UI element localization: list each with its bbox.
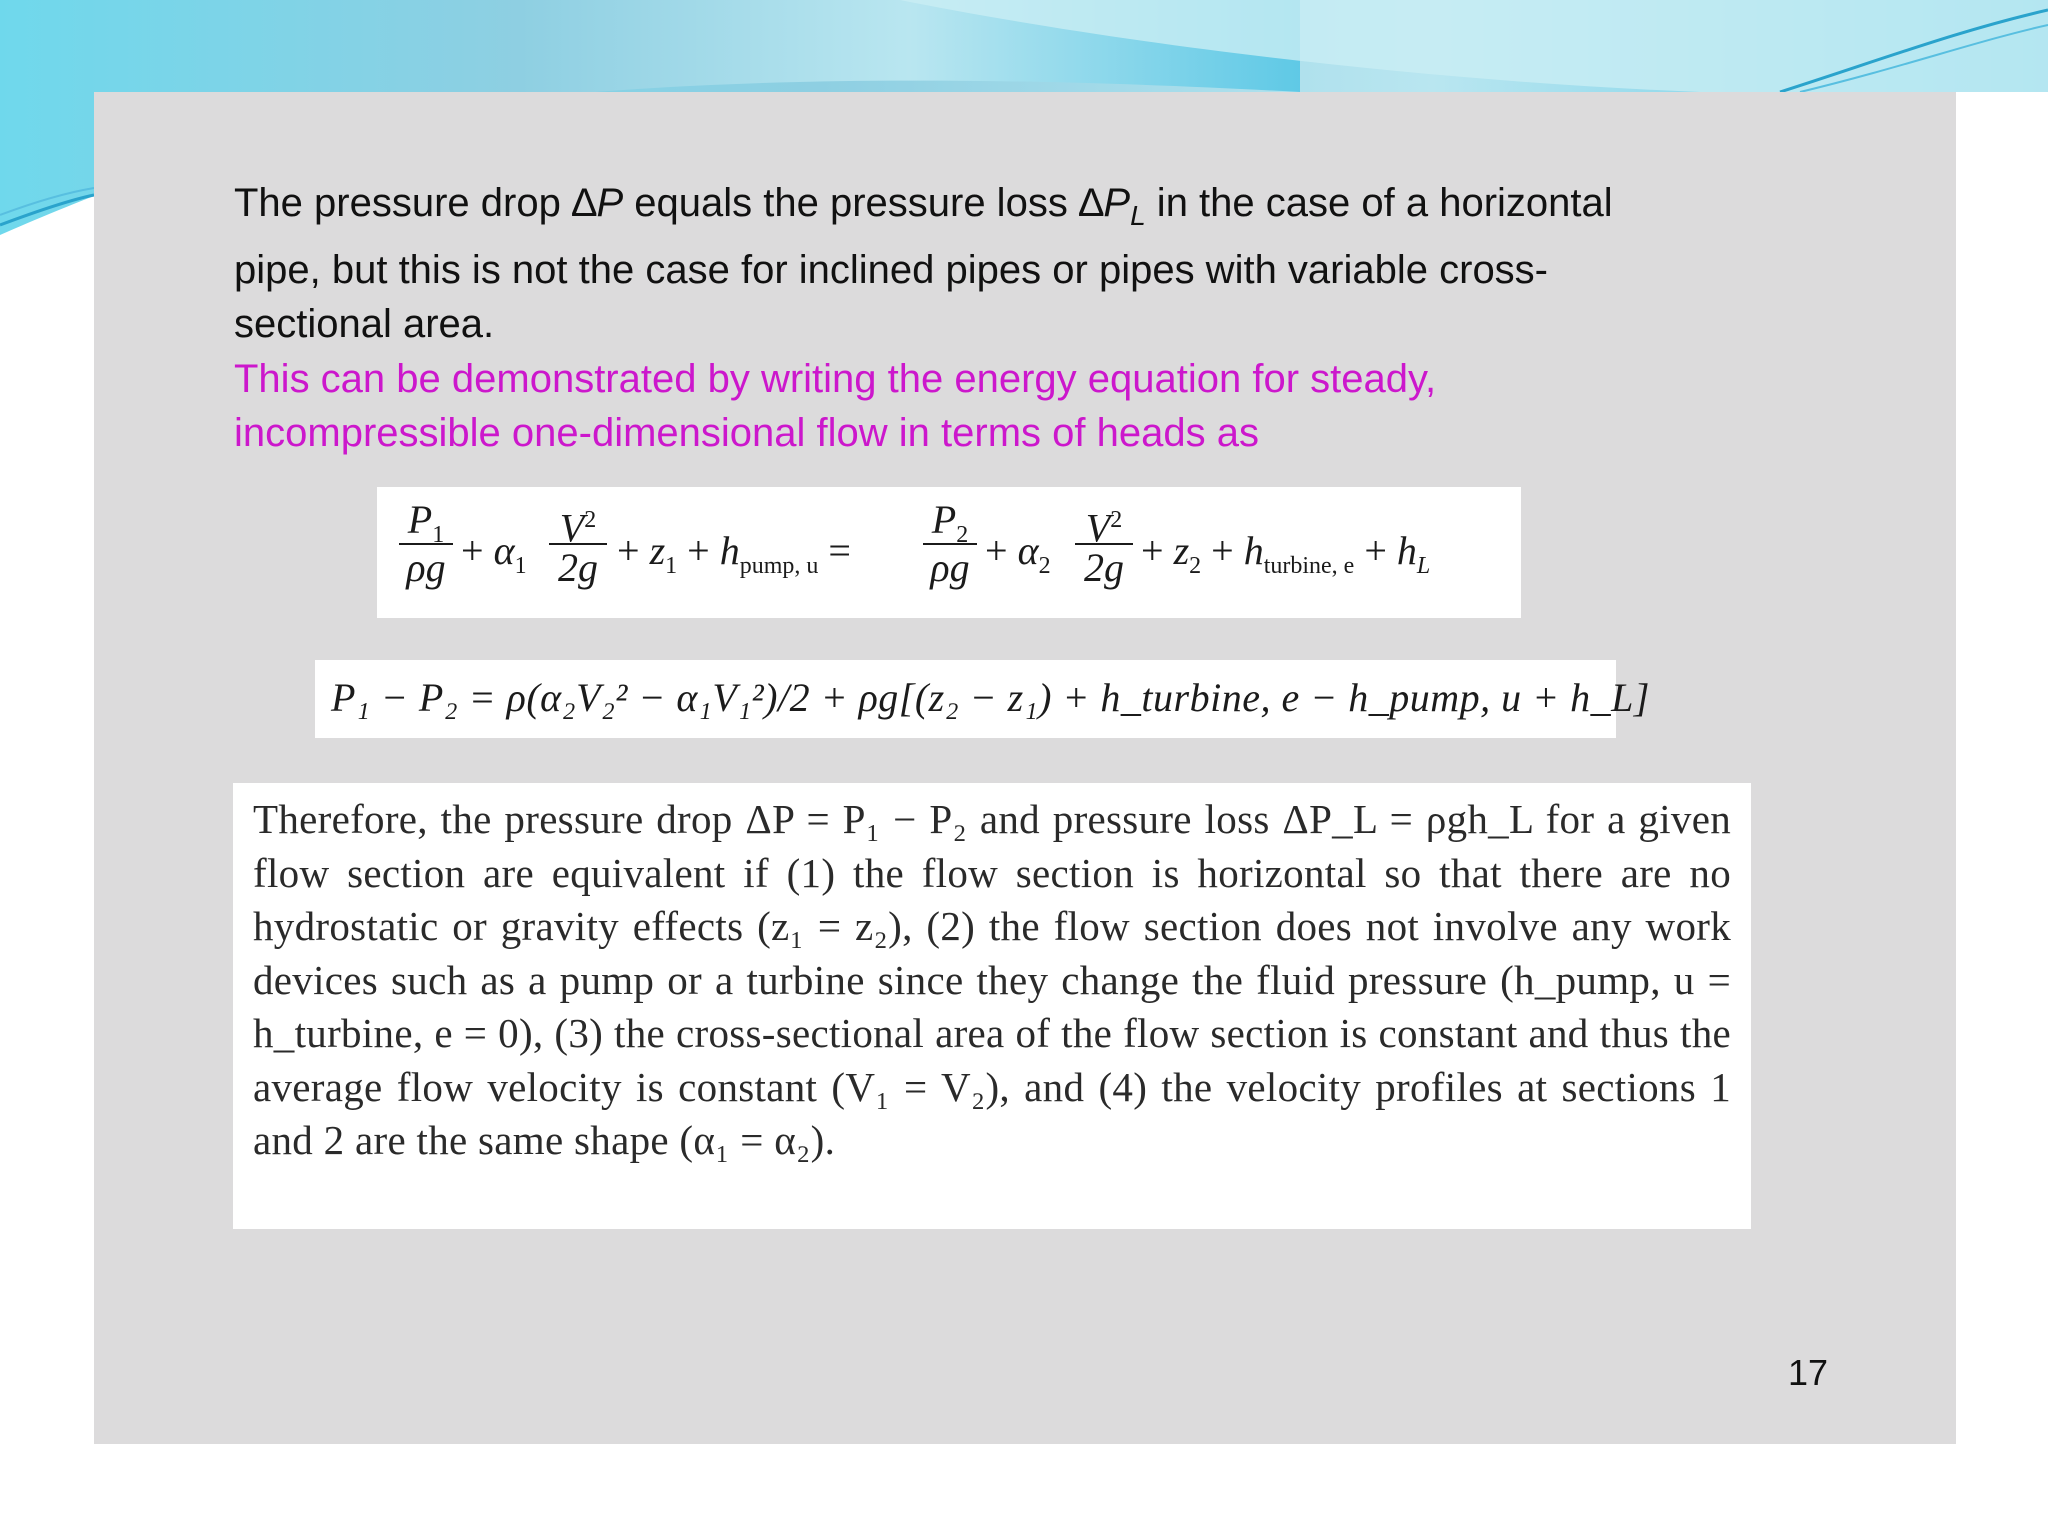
therefore-text-image: Therefore, the pressure drop ΔP = P₁ − P₂ and pressure loss ΔP_L = ρgh_L for a given flow section are equivalent if (1) the flow section is horizontal so that there are no hydrostatic or gravity effects (z₁ = z₂), (2) the flow section does not involve any work devices such as a pump or a turbine since they change the fluid pressure (h_pump, u = h_turbine, e = 0), (3) the cross-sectional area of the flow section is constant and thus the average flow velocity is constant (V₁ = V₂), and (4) the velocity profiles at sections 1 and 2 are the same shape (α₁ = α₂). xyxy=(233,783,1751,1229)
intro-paragraph: The pressure drop ∆P equals the pressure loss $\Delta P_L$ in the case of a horizontal pipe, but this is not the case for inclined pipes or pipes with variable cross-sectional area. xyxy=(234,181,1613,346)
pressure-difference-equation-image: P₁ − P₂ = ρ(α₂V₂² − α₁V₁²)/2 + ρg[(z₂ − z₁) + h_turbine, e − h_pump, u + h_L] xyxy=(315,660,1616,738)
energy-equation-image: $P_1$ ρg + $\alpha_1$ $V^2$ 2g + $z_1 + h_{pump, u}$ = $P_2$ ρg + $\alpha_2$ $V^2$ 2g + $z_2 + h_{turbine, e} + h_L$ xyxy=(377,487,1521,618)
page-number: 17 xyxy=(1788,1352,1829,1393)
lead-paragraph: This can be demonstrated by writing the energy equation for steady, incompressible one-dimensional flow in terms of heads as xyxy=(234,357,1437,455)
